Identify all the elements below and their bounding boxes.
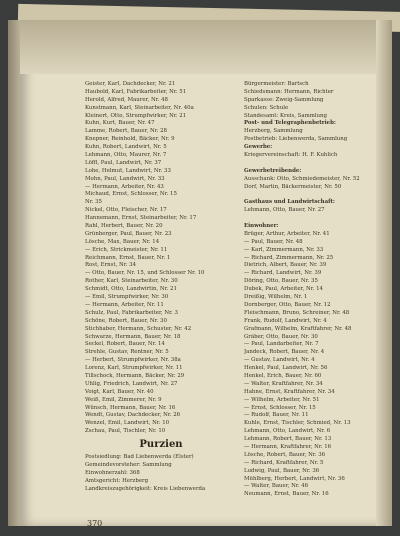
entry-line: — Walter, Kraftfahrer, Nr. 34: [244, 380, 323, 387]
entry-line: Strehle, Gustav, Rentner, Nr. 5: [85, 349, 169, 356]
entry-line: Lehmann, Robert, Bauer, Nr. 13: [244, 436, 332, 443]
entry-line: Nr. 35: [85, 199, 102, 206]
entry-line: Tillschock, Hermann, Bäcker, Nr. 29: [85, 372, 185, 379]
entry-line: Kuhle, Ernst, Tischler, Schmied, Nr. 13: [244, 420, 351, 427]
entry-line: Schulz, Paul, Fabrikarbeiter, Nr. 3: [85, 309, 178, 316]
entry-line: Herzberg, Sammlung: [244, 128, 303, 135]
page-number: 370: [87, 519, 103, 528]
entry-line: Kuhn, Robert, Landwirt, Nr. 5: [85, 144, 167, 151]
entry-line: Grünberger, Paul, Bauer, Nr. 23: [85, 230, 172, 237]
entry-line: — Hermann, Arbeiter, Nr. 11: [85, 301, 164, 308]
entry-line: Stichhaber, Hermann, Schuster, Nr. 42: [85, 325, 192, 332]
entry-line: Lehmann, Otto, Landwirt, Nr. 6: [244, 428, 331, 435]
entry-line: Dreißig, Wilhelm, Nr. 1: [244, 294, 308, 301]
entry-line: Ludwig, Paul, Bauer, Nr. 36: [244, 467, 320, 474]
entry-line: Zschau, Paul, Tischler, Nr. 10: [85, 428, 166, 435]
info-line: Landkreiszugehörigkeit: Kreis Liebenwerda: [85, 485, 206, 492]
entry-line: Ausschank: Otto, Schmiedemeister, Nr. 52: [244, 175, 360, 182]
entry-line: Rahl, Herbert, Bauer, Nr. 20: [85, 223, 163, 230]
entry-line: Hahne, Ernst, Kraftfahrer, Nr. 34: [244, 388, 335, 395]
entry-line: Rother, Karl, Steinarbeiter, Nr. 30: [85, 278, 178, 285]
entry-line: — Richard, Kraftfahrer, Nr. 5: [244, 459, 324, 466]
entry-line: Schiedsmann: Hermann, Richter: [244, 88, 334, 95]
entry-line: Hannemann, Ernst, Steinarbeiter, Nr. 17: [85, 215, 197, 222]
entry-line: — Rudolf, Bauer, Nr. 11: [244, 412, 309, 419]
sub-heading: Gasthaus und Landwirtschaft:: [244, 199, 335, 206]
entry-line: Kunstmann, Karl, Steinarbeiter, Nr. 40a: [85, 104, 194, 111]
entry-line: Nickel, Otto, Fleischer, Nr. 17: [85, 207, 167, 214]
entry-line: Standesamt: Kreis, Sammlung: [244, 112, 327, 119]
entry-line: — Paul, Bauer, Nr. 48: [244, 238, 303, 245]
entry-line: Schöne, Robert, Bauer, Nr. 30: [85, 317, 167, 324]
entry-line: — Ernst, Schlosser, Nr. 15: [244, 404, 316, 411]
info-line: Einwohnerzahl: 368: [85, 469, 140, 476]
entry-line: Neumann, Ernst, Bauer, Nr. 16: [244, 491, 329, 498]
entry-line: Grafmann, Wilhelm, Kraftfahrer, Nr. 48: [244, 325, 352, 332]
entry-line: [244, 160, 384, 168]
page-top-shadow: [20, 20, 392, 74]
entry-line: — Walter, Bauer, Nr. 46: [244, 483, 309, 490]
entry-line: Löffl, Paul, Landwirt, Nr. 37: [85, 159, 162, 166]
entry-line: Sparkasse: Zweig-Sammlung: [244, 96, 324, 103]
entry-line: Dorf, Martin, Bäckermeister, Nr. 50: [244, 183, 342, 190]
entry-line: Michaud, Ernst, Schlosser, Nr. 15: [85, 191, 177, 198]
entry-line: Kuhn, Kurt, Bauer, Nr. 47: [85, 120, 155, 127]
entry-line: Reichmann, Ernst, Bauer, Nr. 1: [85, 254, 171, 261]
entry-line: Frank, Rudolf, Landwirt, Nr. 4: [244, 317, 327, 324]
section-heading: Purzien: [139, 439, 183, 451]
entry-line: Brüger, Arthur, Arbeiter, Nr. 41: [244, 230, 330, 237]
entry-line: Herold, Alfred, Maurer, Nr. 48: [85, 96, 168, 103]
entry-line: Lehmann, Otto, Bauer, Nr. 27: [244, 207, 325, 214]
entry-line: [244, 215, 384, 223]
entry-line: [244, 191, 384, 199]
entry-line: — Herbert, Strumpfwirker, Nr. 38a: [85, 357, 181, 364]
entry-line: Geister, Karl, Dachdecker, Nr. 21: [85, 81, 176, 87]
entry-line: — Hermann, Kraftfahrer, Nr. 16: [244, 443, 332, 450]
entry-line: — Emil, Strumpfwirker, Nr. 30: [85, 294, 169, 301]
entry-line: Weiß, Emil, Zimmerer, Nr. 9: [85, 396, 162, 403]
entry-line: Gräber, Otto, Bauer, Nr. 30: [244, 333, 318, 340]
entry-line: — Paul, Landarbeiter, Nr. 7: [244, 341, 319, 348]
entry-line: Rost, Ernst, Nr. 34: [85, 262, 136, 269]
entry-line: Haubold, Karl, Fabrikarbeiter, Nr. 51: [85, 88, 187, 95]
info-line: Gemeindevorsteher: Sammlung: [85, 461, 172, 468]
entry-line: Knepner, Reinhold, Bäcker, Nr. 9: [85, 136, 175, 143]
entry-line: Lorenz, Karl, Strumpfwirker, Nr. 11: [85, 365, 183, 372]
sub-heading: Gewerbe:: [244, 144, 273, 151]
entry-line: Wenzel, Emil, Landwirt, Nr. 10: [85, 420, 170, 427]
entry-line: — Otto, Bauer, Nr. 15, und Schlosser Nr. 10: [85, 270, 205, 277]
entry-line: Mohn, Paul, Landwirt, Nr. 33: [85, 175, 165, 182]
left-column: [85, 81, 237, 494]
entry-line: Mühlberg, Herbert, Landwirt, Nr. 36: [244, 475, 345, 482]
entry-line: Lamme, Robert, Bauer, Nr. 28: [85, 128, 167, 135]
entry-line: — Hermann, Arbeiter, Nr. 43: [85, 183, 164, 190]
entry-line: Döring, Otto, Bauer, Nr. 35: [244, 278, 318, 285]
entry-line: — Karl, Zimmermann, Nr. 33: [244, 246, 324, 253]
entry-line: — Richard, Landwirt, Nr. 39: [244, 270, 322, 277]
entry-line: Seckel, Robert, Bauer, Nr. 14: [85, 341, 165, 348]
sub-heading: Post- und Telegraphenbetrieb:: [244, 120, 336, 127]
entry-line: Schwarze, Hermann, Bauer, Nr. 18: [85, 333, 181, 340]
entry-line: Henkel, Paul, Landwirt, Nr. 56: [244, 365, 328, 372]
info-line: Postsiedlung: Bad Liebenwerda (Elster): [85, 454, 194, 461]
entry-line: Fleischmann, Bruno, Schreiner, Nr. 48: [244, 309, 350, 316]
entry-line: Kleinert, Otto, Strumpfwirker, Nr. 21: [85, 112, 187, 119]
info-line: Amtsgericht: Herzberg: [85, 477, 149, 484]
entry-line: Postbetrieb: Liebenwerda, Sammlung: [244, 136, 348, 143]
entry-line: Dubek, Paul, Arbeiter, Nr. 14: [244, 286, 323, 293]
sub-heading: Einwohner:: [244, 223, 279, 230]
entry-line: — Gustav, Landwirt, Nr. 4: [244, 357, 315, 364]
entry-line: Schulen: Schule: [244, 104, 289, 111]
entry-line: — Richard, Zimmermann, Nr. 25: [244, 254, 334, 261]
entry-line: Lehmann, Otto, Maurer, Nr. 7: [85, 152, 167, 159]
entry-line: Wünsch, Hermann, Bauer, Nr. 16: [85, 404, 176, 411]
entry-line: Lohe, Helmut, Landwirt, Nr. 33: [85, 167, 171, 174]
entry-line: Lösche, Robert, Bauer, Nr. 36: [244, 451, 326, 458]
entry-line: Voigt, Karl, Bauer, Nr. 40: [85, 388, 154, 395]
entry-line: Jandeck, Robert, Bauer, Nr. 4: [244, 349, 325, 356]
entry-line: Henkel, Erich, Bauer, Nr. 60: [244, 372, 322, 379]
entry-line: Wendt, Gustav, Dachdecker, Nr. 26: [85, 412, 181, 419]
sub-heading: Gewerbetreibende:: [244, 167, 302, 174]
entry-line: — Wilhelm, Arbeiter, Nr. 51: [244, 396, 320, 403]
right-column: [244, 81, 384, 499]
entry-line: Dietrich, Albert, Bauer, Nr. 39: [244, 262, 327, 269]
entry-line: — Erich, Strickmeister, Nr. 11: [85, 246, 168, 253]
entry-line: Kriegervereinschaft: H. F. Kuhlich: [244, 152, 338, 159]
entry-line: Schmidt, Otto, Landwirtin, Nr. 21: [85, 286, 177, 293]
entry-line: Lösche, Max, Bauer, Nr. 14: [85, 238, 160, 245]
entry-line: Uhlig, Friedrich, Landwirt, Nr. 27: [85, 380, 178, 387]
entry-line: Dornberger, Otto, Bauer, Nr. 12: [244, 301, 331, 308]
entry-line: Bürgermeister: Bartsch: [244, 81, 309, 87]
